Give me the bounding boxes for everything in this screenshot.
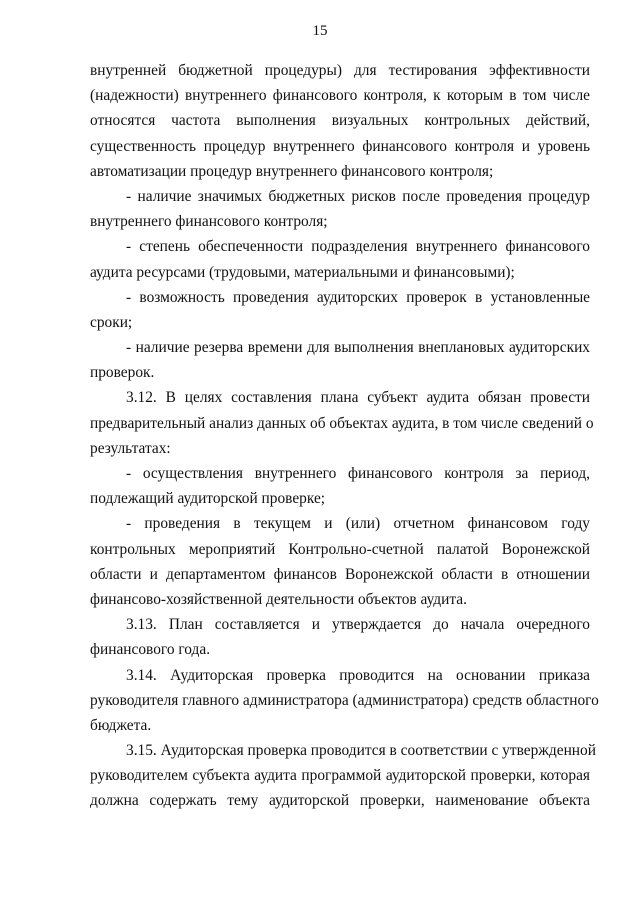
text-line: 3.14. Аудиторская проверка проводится на основании приказа [126, 666, 590, 684]
text-line: - степень обеспеченности подразделения внутреннего финансового [126, 238, 590, 256]
text-line: предварительный анализ данных об объектах аудита, в том числе сведений о [90, 414, 594, 432]
text-line: автоматизации процедур внутреннего финансового контроля; [90, 162, 494, 180]
text-line: (надежности) внутреннего финансового контроля, к которым в том числе [90, 87, 590, 105]
text-line: руководителем субъекта аудита программой аудиторской проверки, которая [90, 767, 590, 785]
text-line: - осуществления внутреннего финансового контроля за период, [126, 465, 590, 482]
text-line: сроки; [90, 313, 133, 331]
text-line: должна содержать тему аудиторской проверки, наименование объекта [90, 792, 590, 810]
text-line: - наличие резерва времени для выполнения внеплановых аудиторских [126, 339, 590, 357]
text-line: результатах: [90, 439, 171, 457]
text-line: области и департаментом финансов Воронежской области в отношении [90, 565, 590, 583]
text-line: существенность процедур внутреннего финансового контроля и уровень [90, 137, 590, 155]
text-line: 3.12. В целях составления плана субъект аудита обязан провести [126, 389, 590, 407]
text-line: проверок. [90, 364, 155, 382]
text-line: - возможность проведения аудиторских проверок в установленные [126, 288, 590, 306]
text-line: - проведения в текущем и (или) отчетном финансовом году [126, 515, 590, 533]
page-number: 15 [312, 23, 328, 39]
text-line: бюджета. [90, 716, 152, 734]
text-line: контрольных мероприятий Контрольно-счетной палатой Воронежской [90, 540, 590, 558]
text-line: финансово-хозяйственной деятельности объектов аудита. [90, 590, 467, 608]
text-line: руководителя главного администратора (администратора) средств областного [90, 691, 599, 709]
text-line: финансового года. [90, 641, 211, 659]
text-line: внутреннего финансового контроля; [90, 213, 328, 231]
text-line: 3.15. Аудиторская проверка проводится в соответствии с утвержденной [126, 742, 596, 760]
text-line: 3.13. План составляется и утверждается до начала очередного [126, 616, 590, 634]
document-body [90, 58, 599, 814]
text-line: внутренней бюджетной процедуры) для тестирования эффективности [90, 62, 590, 79]
text-line: относятся частота выполнения визуальных контрольных действий, [90, 112, 590, 130]
text-line: подлежащий аудиторской проверке; [90, 490, 326, 508]
text-line: - наличие значимых бюджетных рисков после проведения процедур [126, 187, 590, 205]
text-line: аудита ресурсами (трудовыми, материальными и финансовыми); [90, 263, 515, 281]
